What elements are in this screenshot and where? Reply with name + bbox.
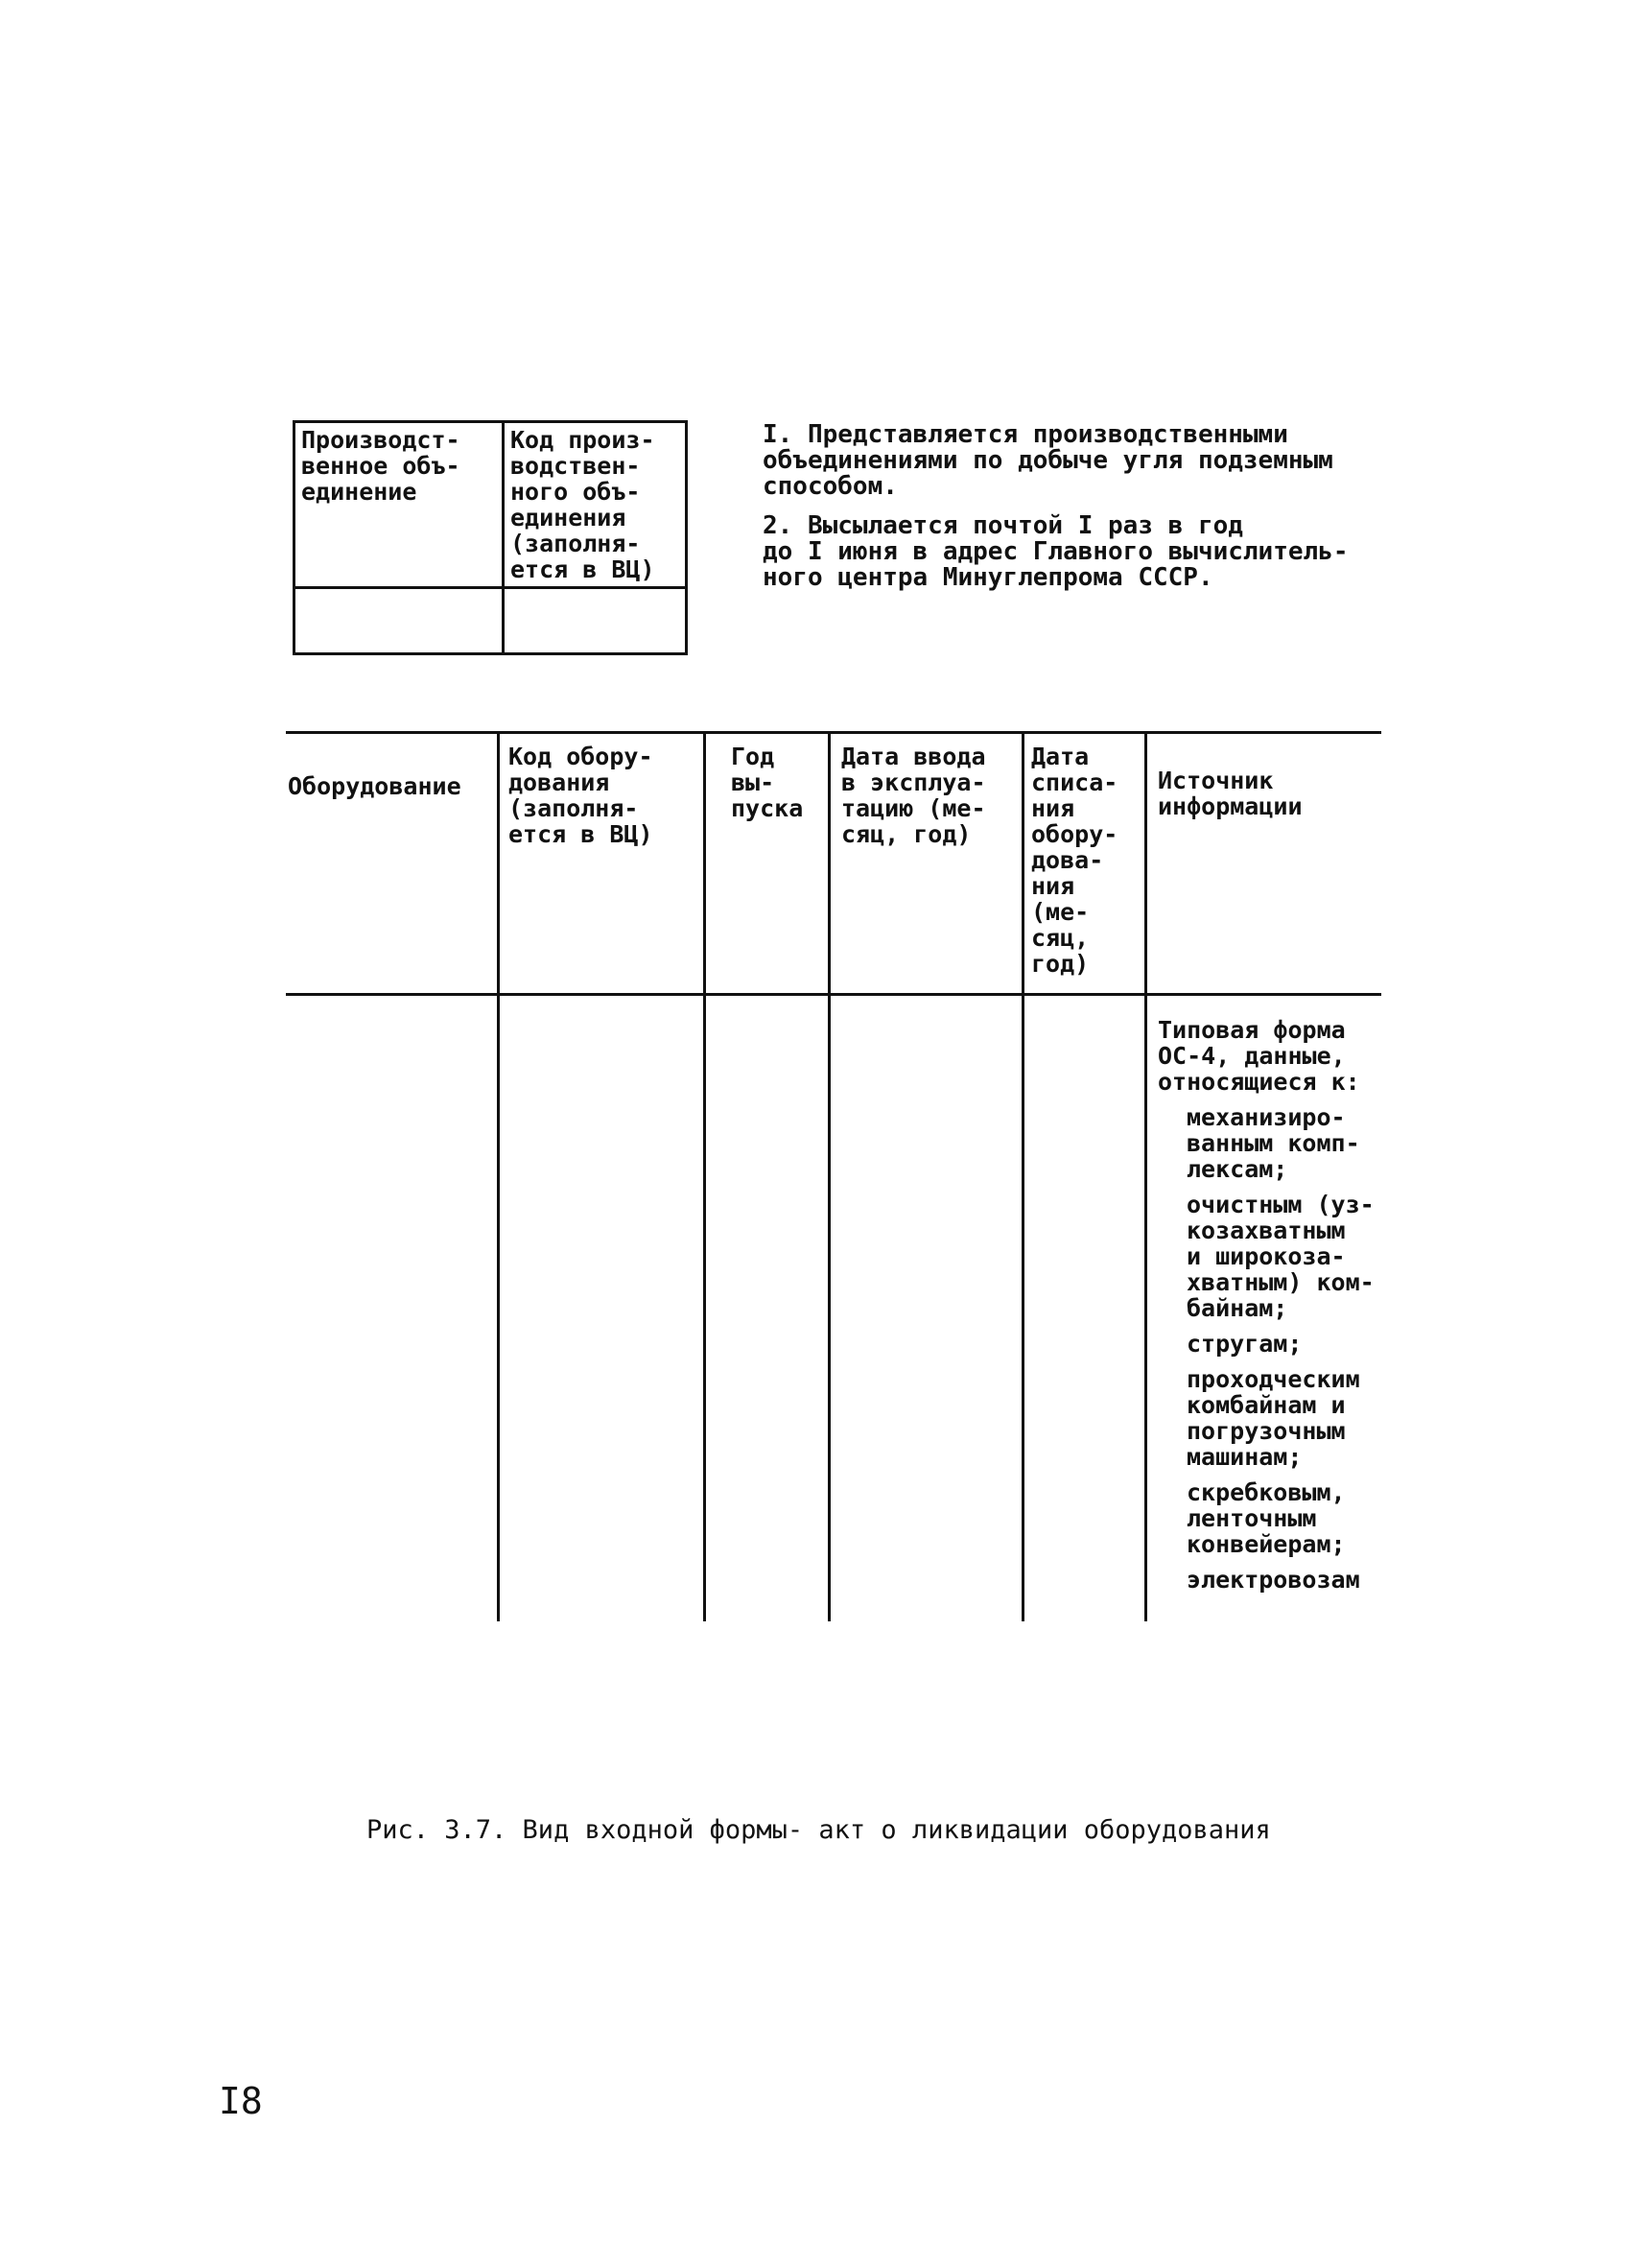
header-year-of-manufacture: Год вы- пуска xyxy=(731,743,804,822)
column-divider xyxy=(1144,734,1147,1621)
table-divider-vertical xyxy=(502,423,505,652)
organization-table xyxy=(293,420,688,655)
header-commissioning-date: Дата ввода в эксплуа- тацию (ме- сяц, год) xyxy=(841,743,986,848)
header-equipment: Оборудование xyxy=(288,772,461,800)
source-item: скребковым, ленточным конвейерам; xyxy=(1187,1478,1346,1558)
column-divider xyxy=(497,734,500,1621)
header-writeoff-date: Дата списа- ния обору- дова- ния (ме- сяц, год) xyxy=(1031,743,1118,978)
header-equipment-code: Код обору- дования (заполня- ется в ВЦ) xyxy=(508,743,653,848)
information-source-body xyxy=(1158,1017,1407,1602)
page-number: I8 xyxy=(219,2080,263,2122)
table-divider-horizontal xyxy=(295,586,685,589)
column-divider xyxy=(828,734,831,1621)
source-item: электровозам xyxy=(1187,1566,1360,1594)
column-divider xyxy=(1022,734,1024,1621)
source-item: проходческим комбайнам и погрузочным машинам; xyxy=(1187,1365,1360,1471)
source-item: механизиро- ванным комп- лексам; xyxy=(1187,1103,1360,1183)
header-association-code: Код произ- водствен- ного объ- единения (заполня- ется в ВЦ) xyxy=(510,426,655,583)
table-top-rule xyxy=(286,731,1381,734)
source-intro: Типовая форма ОС-4, данные, относящиеся к: xyxy=(1158,1016,1360,1096)
note-mailing: 2. Высылается почтой I раз в год до I июня в адрес Главного вычислитель- ного центра Минуглепрома СССР. xyxy=(763,511,1349,592)
note-submission: I. Представляется производственными объединениями по добыче угля подземным способом. xyxy=(763,420,1333,501)
figure-caption: Рис. 3.7. Вид входной формы- акт о ликвидации оборудования xyxy=(366,1815,1271,1845)
column-divider xyxy=(703,734,706,1621)
header-information-source: Источник информации xyxy=(1158,767,1303,820)
header-production-association: Производст- венное объ- единение xyxy=(301,426,460,506)
table-header-rule xyxy=(286,993,1381,996)
source-item: очистным (уз- козахватным и широкоза- хватным) ком- байнам; xyxy=(1187,1191,1375,1322)
source-item: стругам; xyxy=(1187,1330,1303,1358)
